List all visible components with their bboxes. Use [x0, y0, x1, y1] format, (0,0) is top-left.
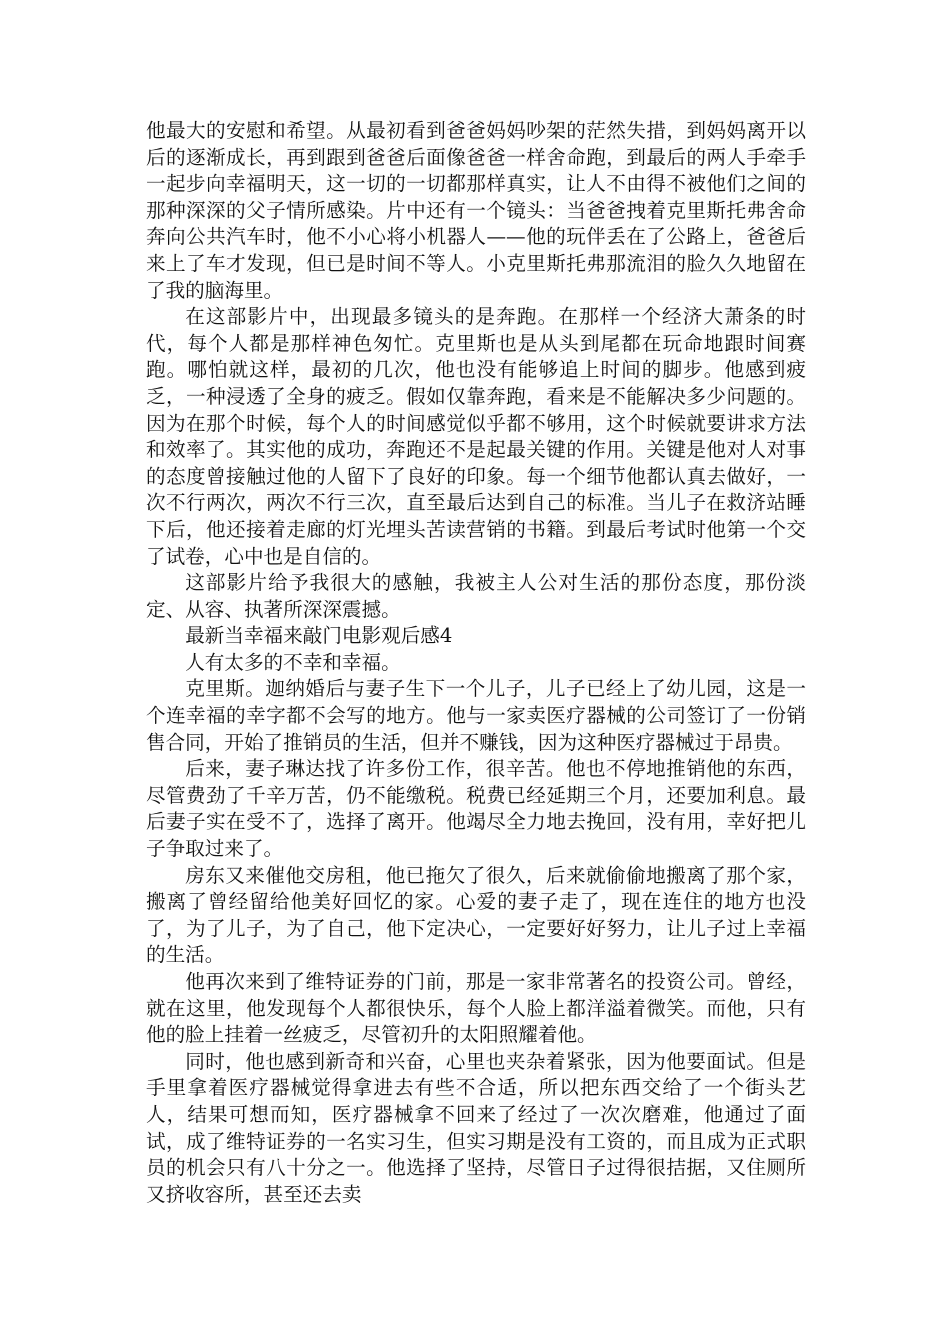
paragraph-6: 后来，妻子琳达找了许多份工作，很辛苦。他也不停地推销他的东西，尽管费劲了千辛万苦，仍不能缴税。税费已经延期三个月，还要加利息。最后妻子实在受不了，选择了离开。他竭尽全力地去挽回，没有用，幸好把儿子争取过来了。 — [146, 757, 806, 861]
paragraph-5: 克里斯。迦纳婚后与妻子生下一个儿子，儿子已经上了幼儿园，这是一个连幸福的幸字都不会写的地方。他与一家卖医疗器械的公司签订了一份销售合同，开始了推销员的生活，但并不赚钱，因为这种医疗器械过于昂贵。 — [146, 677, 806, 754]
paragraph-7: 房东又来催他交房租，他已拖欠了很久，后来就偷偷地搬离了那个家，搬离了曾经留给他美好回忆的家。心爱的妻子走了，现在连住的地方也没了，为了儿子，为了自己，他下定决心，一定要好好努力，让儿子过上幸福的生活。 — [146, 863, 806, 967]
section-heading: 最新当幸福来敲门电影观后感4 — [185, 624, 453, 648]
paragraph-2: 在这部影片中，出现最多镜头的是奔跑。在那样一个经济大萧条的时代，每个人都是那样神色匆忙。克里斯也是从头到尾都在玩命地跟时间赛跑。哪怕就这样，最初的几次，他也没有能够追上时间的脚步。他感到疲乏，一种浸透了全身的疲乏。假如仅靠奔跑，看来是不能解决多少问题的。因为在那个时候，每个人的时间感觉似乎都不够用，这个时候就要讲求方法和效率了。其实他的成功，奔跑还不是起最关键的作用。关键是他对人对事的态度曾接触过他的人留下了良好的印象。每一个细节他都认真去做好，一次不行两次，两次不行三次，直至最后达到自己的标准。当儿子在救济站睡下后，他还接着走廊的灯光埋头苦读营销的书籍。到最后考试时他第一个交了试卷，心中也是自信的。 — [146, 305, 806, 568]
paragraph-4: 人有太多的不幸和幸福。 — [185, 650, 401, 674]
paragraph-9: 同时，他也感到新奇和兴奋，心里也夹杂着紧张，因为他要面试。但是手里拿着医疗器械觉得拿进去有些不合适，所以把东西交给了一个街头艺人，结果可想而知，医疗器械拿不回来了经过了一次次磨难，他通过了面试，成了维特证券的一名实习生，但实习期是没有工资的，而且成为正式职员的机会只有八十分之一。他选择了坚持，尽管日子过得很拮据，又住厕所又挤收容所，甚至还去卖 — [146, 1049, 806, 1206]
paragraph-8: 他再次来到了维特证券的门前，那是一家非常著名的投资公司。曾经，就在这里，他发现每个人都很快乐，每个人脸上都洋溢着微笑。而他，只有他的脸上挂着一丝疲乏，尽管初升的太阳照耀着他。 — [146, 970, 806, 1047]
paragraph-3: 这部影片给予我很大的感触，我被主人公对生活的那份态度，那份淡定、从容、执著所深深震撼。 — [146, 571, 806, 621]
paragraph-1: 他最大的安慰和希望。从最初看到爸爸妈妈吵架的茫然失措，到妈妈离开以后的逐渐成长，再到跟到爸爸后面像爸爸一样舍命跑，到最后的两人手牵手一起步向幸福明天，这一切的一切都那样真实，让人不由得不被他们之间的那种深深的父子情所感染。片中还有一个镜头：当爸爸拽着克里斯托弗舍命奔向公共汽车时，他不小心将小机器人——他的玩伴丢在了公路上，爸爸后来上了车才发现，但已是时间不等人。小克里斯托弗那流泪的脸久久地留在了我的脑海里。 — [146, 119, 806, 302]
document-page — [146, 118, 806, 1208]
